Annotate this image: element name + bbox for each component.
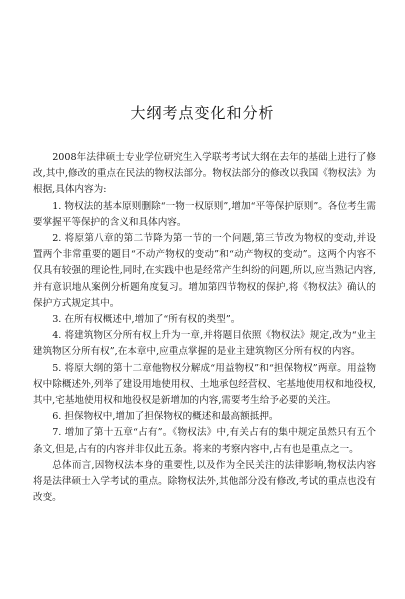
body-text bbox=[33, 150, 376, 506]
page-title: 大纲考点变化和分析 bbox=[130, 104, 275, 122]
paragraph-item-6: 6. 担保物权中,增加了担保物权的概述和最高额抵押。 bbox=[52, 411, 279, 423]
paragraph-item-4: 4. 将建筑物区分所有权上升为一章,并将题目依照《物权法》规定,改为“业主建筑物区分所有权”,在本章中,应重点掌握的是业主建筑物区分所有权的内容。 bbox=[33, 330, 376, 358]
paragraph-item-3: 3. 在所有权概述中,增加了“所有权的类型”。 bbox=[52, 314, 241, 326]
paragraph-item-2: 2. 将原第八章的第二节降为第一节的一个问题,第三节改为物权的变动,并设置两个非常重要的题目“不动产物权的变动”和“动产物权的变动”。这两个内容不仅具有较强的理论性,同时,在实践中也是经常产生纠纷的问题,所以,应当熟记内容,并有意识地从案例分析题角度复习。增加第四节物权的保护,将《物权法》确认的保护方式规定其中。 bbox=[33, 233, 376, 309]
paragraph-summary: 总体而言,因物权法本身的重要性,以及作为全民关注的法律影响,物权法内容将是法律硕士入学考试的重点。除物权法外,其他部分没有修改,考试的重点也没有改变。 bbox=[33, 459, 376, 504]
paragraph-item-1: 1. 物权法的基本原则删除“一物一权原则”,增加“平等保护原则”。各位考生需要掌握平等保护的含义和具体内容。 bbox=[33, 200, 376, 228]
paragraph-item-7: 7. 增加了第十五章“占有”。《物权法》中,有关占有的集中规定虽然只有五个条文,但是,占有的内容并非仅此五条。将来的考察内容中,占有也是重点之一。 bbox=[33, 427, 376, 455]
paragraph-intro: 2008年法律硕士专业学位研究生入学联考考试大纲在去年的基础上进行了修改,其中,修改的重点在民法的物权法部分。物权法部分的修改以我国《物权法》为根据,具体内容为: bbox=[33, 152, 376, 196]
paragraph-item-5: 5. 将原大纲的第十二章他物权分解成“用益物权”和“担保物权”两章。用益物权中除概述外,列举了建设用地使用权、土地承包经营权、宅基地使用权和地役权,其中,宅基地使用权和地役权是新增加的内容,需要考生给予必要的关注。 bbox=[33, 362, 376, 407]
